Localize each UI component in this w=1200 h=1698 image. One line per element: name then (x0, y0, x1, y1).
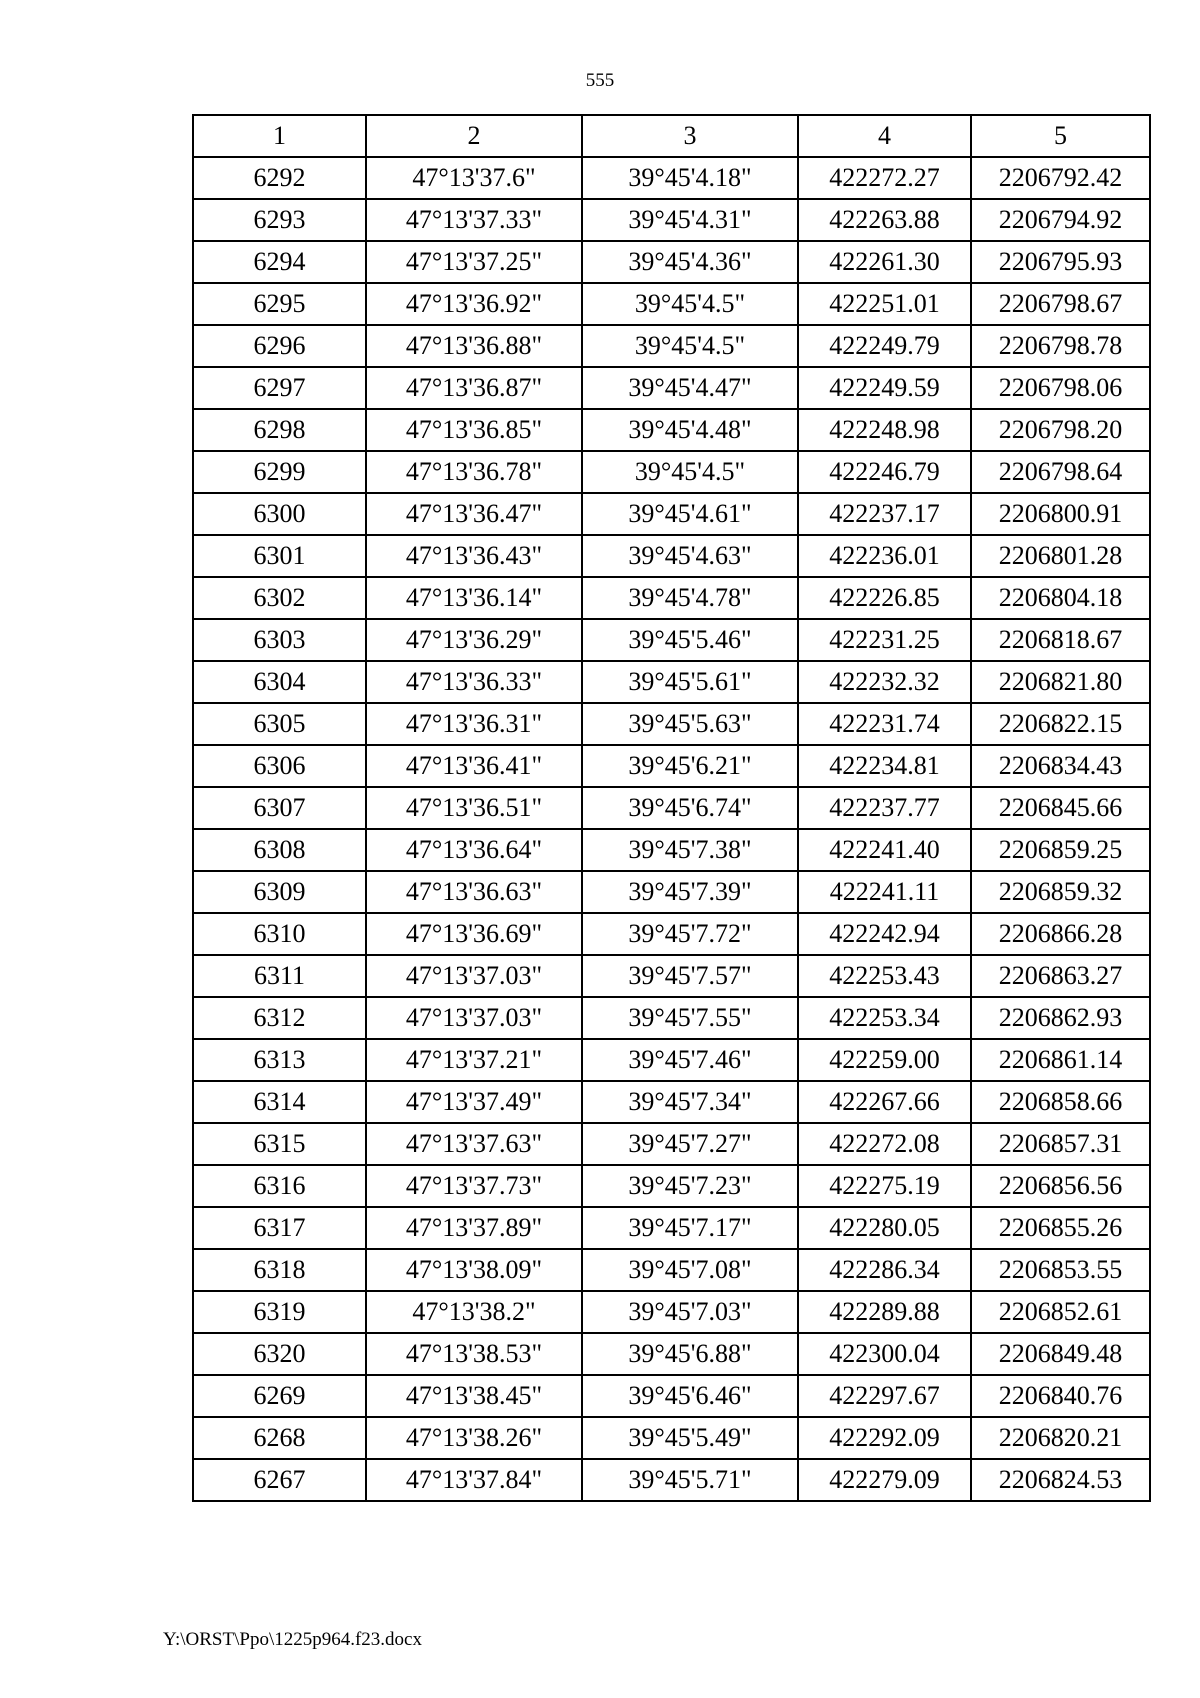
table-row (193, 241, 1150, 283)
table-row (193, 1081, 1150, 1123)
longitude-cell: 39°45'6.88" (582, 1333, 798, 1375)
table-row (193, 619, 1150, 661)
y-coordinate-cell: 2206861.14 (971, 1039, 1150, 1081)
x-coordinate-cell: 422286.34 (798, 1249, 971, 1291)
table-row (193, 1039, 1150, 1081)
latitude-cell: 47°13'36.63" (366, 871, 582, 913)
x-coordinate-cell: 422272.27 (798, 157, 971, 199)
longitude-cell: 39°45'4.5" (582, 283, 798, 325)
table-row (193, 661, 1150, 703)
point-number-cell: 6268 (193, 1417, 366, 1459)
x-coordinate-cell: 422242.94 (798, 913, 971, 955)
x-coordinate-cell: 422231.74 (798, 703, 971, 745)
x-coordinate-cell: 422237.77 (798, 787, 971, 829)
latitude-cell: 47°13'36.78" (366, 451, 582, 493)
longitude-cell: 39°45'5.49" (582, 1417, 798, 1459)
longitude-cell: 39°45'4.36" (582, 241, 798, 283)
point-number-cell: 6320 (193, 1333, 366, 1375)
x-coordinate-cell: 422226.85 (798, 577, 971, 619)
table-row (193, 1417, 1150, 1459)
latitude-cell: 47°13'36.41" (366, 745, 582, 787)
longitude-cell: 39°45'4.5" (582, 451, 798, 493)
x-coordinate-cell: 422280.05 (798, 1207, 971, 1249)
x-coordinate-cell: 422241.11 (798, 871, 971, 913)
latitude-cell: 47°13'36.85" (366, 409, 582, 451)
x-coordinate-cell: 422248.98 (798, 409, 971, 451)
column-header: 2 (366, 115, 582, 157)
latitude-cell: 47°13'38.2" (366, 1291, 582, 1333)
latitude-cell: 47°13'36.51" (366, 787, 582, 829)
point-number-cell: 6293 (193, 199, 366, 241)
latitude-cell: 47°13'37.03" (366, 997, 582, 1039)
x-coordinate-cell: 422251.01 (798, 283, 971, 325)
longitude-cell: 39°45'6.74" (582, 787, 798, 829)
table-row (193, 157, 1150, 199)
x-coordinate-cell: 422279.09 (798, 1459, 971, 1501)
y-coordinate-cell: 2206858.66 (971, 1081, 1150, 1123)
latitude-cell: 47°13'36.29" (366, 619, 582, 661)
table-row (193, 1333, 1150, 1375)
table-row (193, 1123, 1150, 1165)
point-number-cell: 6309 (193, 871, 366, 913)
table-row (193, 1207, 1150, 1249)
longitude-cell: 39°45'7.23" (582, 1165, 798, 1207)
longitude-cell: 39°45'7.17" (582, 1207, 798, 1249)
x-coordinate-cell: 422253.43 (798, 955, 971, 997)
point-number-cell: 6314 (193, 1081, 366, 1123)
table-row (193, 199, 1150, 241)
table-body (193, 157, 1150, 1501)
column-header: 1 (193, 115, 366, 157)
y-coordinate-cell: 2206804.18 (971, 577, 1150, 619)
latitude-cell: 47°13'36.43" (366, 535, 582, 577)
y-coordinate-cell: 2206863.27 (971, 955, 1150, 997)
point-number-cell: 6298 (193, 409, 366, 451)
point-number-cell: 6307 (193, 787, 366, 829)
x-coordinate-cell: 422249.79 (798, 325, 971, 367)
longitude-cell: 39°45'4.47" (582, 367, 798, 409)
latitude-cell: 47°13'36.69" (366, 913, 582, 955)
longitude-cell: 39°45'7.08" (582, 1249, 798, 1291)
y-coordinate-cell: 2206798.78 (971, 325, 1150, 367)
latitude-cell: 47°13'37.25" (366, 241, 582, 283)
table-header-row (193, 115, 1150, 157)
latitude-cell: 47°13'37.49" (366, 1081, 582, 1123)
x-coordinate-cell: 422263.88 (798, 199, 971, 241)
point-number-cell: 6301 (193, 535, 366, 577)
longitude-cell: 39°45'4.48" (582, 409, 798, 451)
longitude-cell: 39°45'7.57" (582, 955, 798, 997)
table-row (193, 955, 1150, 997)
point-number-cell: 6306 (193, 745, 366, 787)
x-coordinate-cell: 422234.81 (798, 745, 971, 787)
latitude-cell: 47°13'38.53" (366, 1333, 582, 1375)
longitude-cell: 39°45'5.63" (582, 703, 798, 745)
point-number-cell: 6308 (193, 829, 366, 871)
x-coordinate-cell: 422289.88 (798, 1291, 971, 1333)
longitude-cell: 39°45'5.61" (582, 661, 798, 703)
y-coordinate-cell: 2206866.28 (971, 913, 1150, 955)
point-number-cell: 6312 (193, 997, 366, 1039)
point-number-cell: 6302 (193, 577, 366, 619)
y-coordinate-cell: 2206794.92 (971, 199, 1150, 241)
y-coordinate-cell: 2206798.64 (971, 451, 1150, 493)
latitude-cell: 47°13'37.73" (366, 1165, 582, 1207)
longitude-cell: 39°45'4.31" (582, 199, 798, 241)
point-number-cell: 6294 (193, 241, 366, 283)
latitude-cell: 47°13'37.89" (366, 1207, 582, 1249)
y-coordinate-cell: 2206853.55 (971, 1249, 1150, 1291)
y-coordinate-cell: 2206834.43 (971, 745, 1150, 787)
y-coordinate-cell: 2206852.61 (971, 1291, 1150, 1333)
x-coordinate-cell: 422297.67 (798, 1375, 971, 1417)
y-coordinate-cell: 2206798.06 (971, 367, 1150, 409)
latitude-cell: 47°13'37.84" (366, 1459, 582, 1501)
point-number-cell: 6310 (193, 913, 366, 955)
longitude-cell: 39°45'6.46" (582, 1375, 798, 1417)
longitude-cell: 39°45'5.46" (582, 619, 798, 661)
latitude-cell: 47°13'36.31" (366, 703, 582, 745)
table-row (193, 409, 1150, 451)
longitude-cell: 39°45'4.78" (582, 577, 798, 619)
column-header: 3 (582, 115, 798, 157)
y-coordinate-cell: 2206859.25 (971, 829, 1150, 871)
y-coordinate-cell: 2206859.32 (971, 871, 1150, 913)
x-coordinate-cell: 422246.79 (798, 451, 971, 493)
table-row (193, 283, 1150, 325)
x-coordinate-cell: 422259.00 (798, 1039, 971, 1081)
point-number-cell: 6296 (193, 325, 366, 367)
point-number-cell: 6318 (193, 1249, 366, 1291)
point-number-cell: 6267 (193, 1459, 366, 1501)
latitude-cell: 47°13'37.6" (366, 157, 582, 199)
longitude-cell: 39°45'7.72" (582, 913, 798, 955)
longitude-cell: 39°45'4.63" (582, 535, 798, 577)
x-coordinate-cell: 422232.32 (798, 661, 971, 703)
y-coordinate-cell: 2206856.56 (971, 1165, 1150, 1207)
latitude-cell: 47°13'37.03" (366, 955, 582, 997)
longitude-cell: 39°45'7.38" (582, 829, 798, 871)
table-row (193, 1165, 1150, 1207)
table-row (193, 1249, 1150, 1291)
point-number-cell: 6305 (193, 703, 366, 745)
y-coordinate-cell: 2206845.66 (971, 787, 1150, 829)
x-coordinate-cell: 422267.66 (798, 1081, 971, 1123)
table-row (193, 871, 1150, 913)
latitude-cell: 47°13'38.09" (366, 1249, 582, 1291)
latitude-cell: 47°13'37.21" (366, 1039, 582, 1081)
y-coordinate-cell: 2206821.80 (971, 661, 1150, 703)
table-row (193, 913, 1150, 955)
point-number-cell: 6317 (193, 1207, 366, 1249)
table-row (193, 1459, 1150, 1501)
point-number-cell: 6316 (193, 1165, 366, 1207)
x-coordinate-cell: 422300.04 (798, 1333, 971, 1375)
column-header: 5 (971, 115, 1150, 157)
table-row (193, 493, 1150, 535)
point-number-cell: 6319 (193, 1291, 366, 1333)
coordinates-table (192, 114, 1151, 1502)
page-number: 555 (585, 70, 615, 91)
x-coordinate-cell: 422249.59 (798, 367, 971, 409)
longitude-cell: 39°45'6.21" (582, 745, 798, 787)
footer-file-path: Y:\ORST\Ppo\1225p964.f23.docx (163, 1629, 422, 1650)
point-number-cell: 6315 (193, 1123, 366, 1165)
y-coordinate-cell: 2206862.93 (971, 997, 1150, 1039)
table-row (193, 997, 1150, 1039)
y-coordinate-cell: 2206855.26 (971, 1207, 1150, 1249)
table-row (193, 535, 1150, 577)
latitude-cell: 47°13'38.45" (366, 1375, 582, 1417)
y-coordinate-cell: 2206795.93 (971, 241, 1150, 283)
point-number-cell: 6300 (193, 493, 366, 535)
longitude-cell: 39°45'4.5" (582, 325, 798, 367)
latitude-cell: 47°13'37.33" (366, 199, 582, 241)
point-number-cell: 6303 (193, 619, 366, 661)
x-coordinate-cell: 422231.25 (798, 619, 971, 661)
x-coordinate-cell: 422272.08 (798, 1123, 971, 1165)
point-number-cell: 6313 (193, 1039, 366, 1081)
latitude-cell: 47°13'38.26" (366, 1417, 582, 1459)
table-row (193, 367, 1150, 409)
y-coordinate-cell: 2206801.28 (971, 535, 1150, 577)
table-row (193, 325, 1150, 367)
longitude-cell: 39°45'5.71" (582, 1459, 798, 1501)
table-row (193, 703, 1150, 745)
latitude-cell: 47°13'37.63" (366, 1123, 582, 1165)
longitude-cell: 39°45'7.27" (582, 1123, 798, 1165)
point-number-cell: 6304 (193, 661, 366, 703)
longitude-cell: 39°45'4.18" (582, 157, 798, 199)
table-row (193, 577, 1150, 619)
point-number-cell: 6295 (193, 283, 366, 325)
latitude-cell: 47°13'36.92" (366, 283, 582, 325)
x-coordinate-cell: 422237.17 (798, 493, 971, 535)
x-coordinate-cell: 422292.09 (798, 1417, 971, 1459)
x-coordinate-cell: 422241.40 (798, 829, 971, 871)
point-number-cell: 6299 (193, 451, 366, 493)
table-row (193, 745, 1150, 787)
x-coordinate-cell: 422253.34 (798, 997, 971, 1039)
longitude-cell: 39°45'7.55" (582, 997, 798, 1039)
y-coordinate-cell: 2206798.20 (971, 409, 1150, 451)
point-number-cell: 6297 (193, 367, 366, 409)
longitude-cell: 39°45'4.61" (582, 493, 798, 535)
longitude-cell: 39°45'7.46" (582, 1039, 798, 1081)
y-coordinate-cell: 2206800.91 (971, 493, 1150, 535)
table-row (193, 1375, 1150, 1417)
y-coordinate-cell: 2206792.42 (971, 157, 1150, 199)
x-coordinate-cell: 422261.30 (798, 241, 971, 283)
y-coordinate-cell: 2206840.76 (971, 1375, 1150, 1417)
longitude-cell: 39°45'7.39" (582, 871, 798, 913)
latitude-cell: 47°13'36.87" (366, 367, 582, 409)
y-coordinate-cell: 2206820.21 (971, 1417, 1150, 1459)
point-number-cell: 6292 (193, 157, 366, 199)
y-coordinate-cell: 2206824.53 (971, 1459, 1150, 1501)
y-coordinate-cell: 2206798.67 (971, 283, 1150, 325)
y-coordinate-cell: 2206857.31 (971, 1123, 1150, 1165)
latitude-cell: 47°13'36.33" (366, 661, 582, 703)
latitude-cell: 47°13'36.47" (366, 493, 582, 535)
y-coordinate-cell: 2206849.48 (971, 1333, 1150, 1375)
table-row (193, 829, 1150, 871)
point-number-cell: 6311 (193, 955, 366, 997)
y-coordinate-cell: 2206818.67 (971, 619, 1150, 661)
column-header: 4 (798, 115, 971, 157)
table-row (193, 451, 1150, 493)
latitude-cell: 47°13'36.14" (366, 577, 582, 619)
x-coordinate-cell: 422236.01 (798, 535, 971, 577)
longitude-cell: 39°45'7.03" (582, 1291, 798, 1333)
y-coordinate-cell: 2206822.15 (971, 703, 1150, 745)
longitude-cell: 39°45'7.34" (582, 1081, 798, 1123)
table-row (193, 1291, 1150, 1333)
x-coordinate-cell: 422275.19 (798, 1165, 971, 1207)
latitude-cell: 47°13'36.64" (366, 829, 582, 871)
table-row (193, 787, 1150, 829)
point-number-cell: 6269 (193, 1375, 366, 1417)
latitude-cell: 47°13'36.88" (366, 325, 582, 367)
